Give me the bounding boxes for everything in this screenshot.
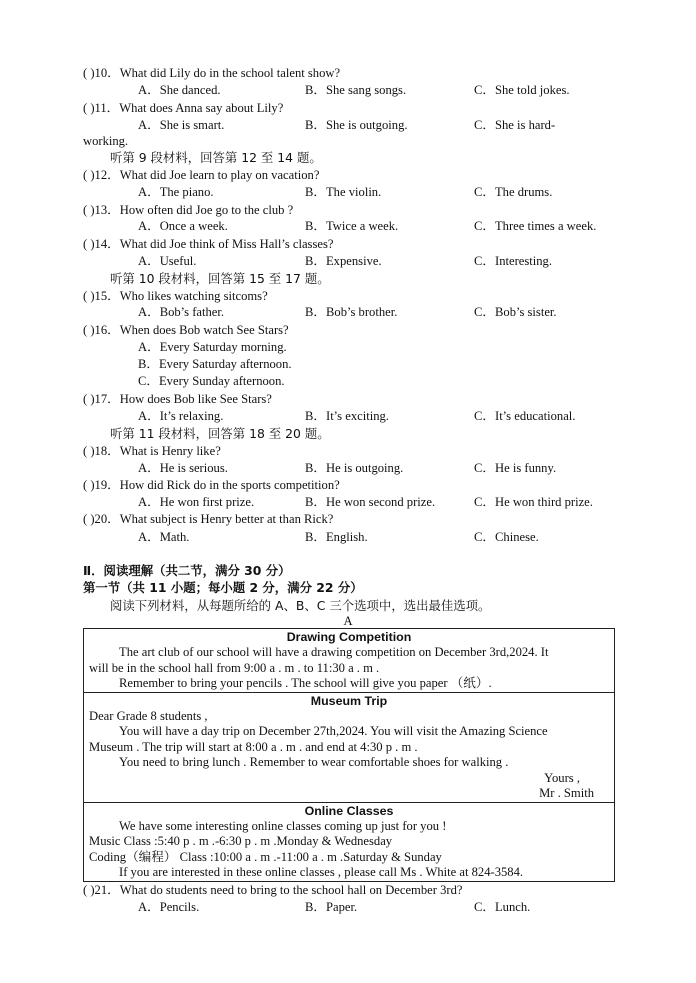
section-10-instruction: 听第 10 段材料，回答第 15 至 17 题。 [110,271,330,286]
q21-option-a: A．Pencils. [138,900,200,914]
notice-box [83,628,615,882]
museum-trip-title: Museum Trip [310,693,388,708]
q11-option-c: C．She is hard- [474,118,556,132]
section-11-instruction: 听第 11 段材料，回答第 18 至 20 题。 [110,426,330,441]
part2-instruction: 阅读下列材料，从每题所给的 A、B、C 三个选项中，选出最佳选项。 [110,598,491,613]
question-14: ( )14．What did Joe think of Miss Hall’s classes? [83,237,334,251]
q20-option-b: B．English. [305,530,368,544]
q21-option-c: C．Lunch. [474,900,531,914]
q12-option-a: A．The piano. [138,185,214,199]
drawing-line-3: Remember to bring your pencils . The school will give you paper （纸）. [119,676,492,690]
q14-option-a: A．Useful. [138,254,197,268]
passage-label: A [343,614,353,628]
q14-option-b: B．Expensive. [305,254,382,268]
q11-option-c-wrap: working. [83,134,129,148]
question-13: ( )13．How often did Joe go to the club ? [83,203,294,217]
q18-option-a: A．He is serious. [138,461,228,475]
drawing-competition-title: Drawing Competition [286,630,412,644]
q20-option-c: C．Chinese. [474,530,539,544]
museum-sign-yours: Yours , [544,770,580,785]
q18-option-c: C．He is funny. [474,461,557,475]
q16-option-c: C．Every Sunday afternoon. [138,374,285,388]
q16-option-a: A．Every Saturday morning. [138,340,287,354]
q17-option-a: A．It’s relaxing. [138,409,224,423]
question-18: ( )18．What is Henry like? [83,444,221,458]
question-11: ( )11．What does Anna say about Lily? [83,101,284,115]
q13-option-b: B．Twice a week. [305,219,399,233]
online-line-3: Coding（编程） Class :10:00 a . m .-11:00 a . m .Saturday & Sunday [89,849,442,864]
question-17: ( )17．How does Bob like See Stars? [83,392,272,406]
museum-sign-name: Mr . Smith [539,786,594,800]
drawing-line-2: will be in the school hall from 9:00 a . m . to 11:30 a . m . [89,660,380,675]
q13-option-a: A．Once a week. [138,219,228,233]
museum-line-2: You will have a day trip on December 27th,2024. You will visit the Amazing Science [119,724,548,738]
section-9-instruction: 听第 9 段材料，回答第 12 至 14 题。 [110,150,322,165]
drawing-competition-section [84,629,614,692]
question-12: ( )12．What did Joe learn to play on vacation? [83,168,320,182]
question-10: ( )10．What did Lily do in the school talent show? [83,66,341,80]
q12-option-c: C．The drums. [474,185,553,199]
q18-option-b: B．He is outgoing. [305,461,404,475]
q20-option-a: A．Math. [138,530,190,544]
q19-option-b: B．He won second prize. [305,495,436,509]
museum-line-1: Dear Grade 8 students , [89,708,208,723]
q16-option-b: B．Every Saturday afternoon. [138,357,292,371]
question-15: ( )15．Who likes watching sitcoms? [83,289,268,303]
online-classes-section [84,802,614,881]
q21-option-b: B．Paper. [305,900,358,914]
part2-title: Ⅱ．阅读理解（共二节，满分 30 分） [83,563,291,578]
online-line-2: Music Class :5:40 p . m .-6:30 p . m .Monday & Wednesday [89,834,393,848]
q10-option-a: A．She danced. [138,83,221,97]
q17-option-c: C．It’s educational. [474,409,576,423]
q12-option-b: B．The violin. [305,185,382,199]
museum-trip-section [84,692,614,802]
q14-option-c: C．Interesting. [474,254,552,268]
q19-option-a: A．He won first prize. [138,495,255,509]
q15-option-b: B．Bob’s brother. [305,305,398,319]
museum-line-3: Museum . The trip will start at 8:00 a . m . and end at 4:30 p . m . [89,739,418,754]
q19-option-c: C．He won third prize. [474,495,593,509]
part2-section1-title: 第一节（共 11 小题；每小题 2 分，满分 22 分） [83,580,363,595]
q15-option-a: A．Bob’s father. [138,305,225,319]
question-20: ( )20．What subject is Henry better at than Rick? [83,512,334,526]
q13-option-c: C．Three times a week. [474,219,597,233]
question-21: ( )21．What do students need to bring to the school hall on December 3rd? [83,883,463,897]
online-line-1: We have some interesting online classes coming up just for you ! [119,818,447,833]
q11-option-b: B．She is outgoing. [305,118,408,132]
museum-line-4: You need to bring lunch . Remember to wear comfortable shoes for walking . [119,755,509,769]
q11-option-a: A．She is smart. [138,118,225,132]
question-16: ( )16．When does Bob watch See Stars? [83,323,289,337]
q17-option-b: B．It’s exciting. [305,409,389,423]
online-classes-title: Online Classes [304,803,394,818]
q10-option-b: B．She sang songs. [305,83,407,97]
q15-option-c: C．Bob’s sister. [474,305,557,319]
online-line-4: If you are interested in these online classes , please call Ms . White at 824-3584. [119,865,524,879]
q10-option-c: C．She told jokes. [474,83,570,97]
drawing-line-1: The art club of our school will have a drawing competition on December 3rd,2024. It [119,645,549,659]
question-19: ( )19．How did Rick do in the sports competition? [83,478,340,492]
